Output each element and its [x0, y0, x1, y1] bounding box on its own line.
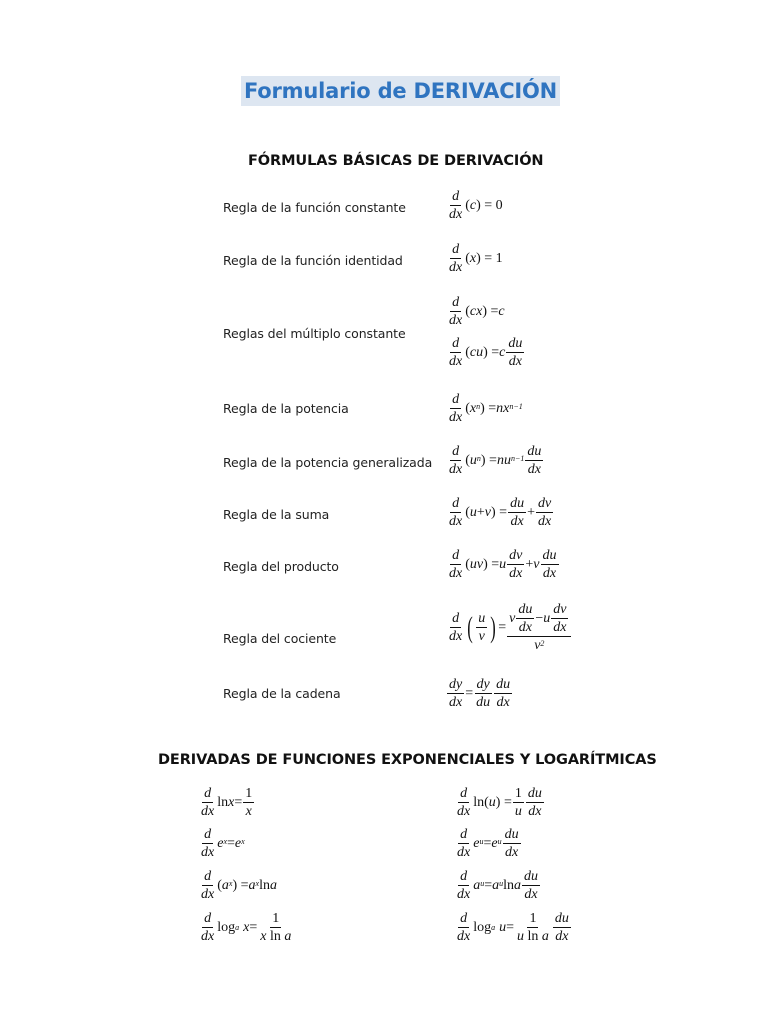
formula-sum: $\frac{d}{dx}$ ( u + v ) = $\frac{du}{dx}$ + $\frac{dv}{dx}$: [449, 496, 552, 529]
formula-product: $\frac{d}{dx}$ ( uv ) = u $\frac{dv}{dx}$ + v $\frac{du}{dx}$: [449, 548, 557, 581]
section-heading-basic: FÓRMULAS BÁSICAS DE DERIVACIÓN: [248, 153, 544, 169]
rule-label-quotient: Regla del cociente: [223, 631, 337, 646]
formula-e-u: $\frac{d}{dx}$ e $^u$ = e $^u$ $\frac{du}{dx}$: [457, 827, 519, 860]
formula-a-u: $\frac{d}{dx}$ a $^u$ = a $^u$ ln a $\frac{du}{dx}$: [457, 869, 539, 902]
rule-label-identity: Regla de la función identidad: [223, 253, 403, 268]
rule-label-power: Regla de la potencia: [223, 401, 349, 416]
rule-label-constant-multiple: Reglas del múltiplo constante: [223, 326, 406, 341]
formula-generalized-power: $\frac{d}{dx}$ ( u $^n$ ) = nu $^{n-1}$ $\frac{du}{dx}$: [449, 444, 542, 477]
formula-chain: $\frac{dy}{dx}$ = $\frac{dy}{du}$ $\frac{du}{dx}$: [449, 677, 511, 710]
rule-label-sum: Regla de la suma: [223, 507, 330, 522]
rule-label-product: Regla del producto: [223, 559, 339, 574]
formula-e-x: $\frac{d}{dx}$ e $^x$ = e $^x$: [201, 827, 245, 860]
formula-ln-x: $\frac{d}{dx}$ ln x = $\frac{1}{x}$: [201, 786, 253, 819]
formula-a-x: $\frac{d}{dx}$ ( a $^x$ ) = a $^x$ ln a: [201, 869, 277, 902]
formula-quotient: $\frac{d}{dx}$ ( $\frac{u}{v}$ ) = v $\frac{du}{dx}$ − u $\frac{dv}{dx}$ $v^2$: [446, 602, 572, 653]
formula-constant: $\frac{d}{dx}$ ( c ) = 0: [449, 189, 503, 222]
section-heading-exp-log: DERIVADAS DE FUNCIONES EXPONENCIALES Y LOGARÍTMICAS: [158, 752, 657, 768]
formula-constant-multiple-2: $\frac{d}{dx}$ ( cu ) = c $\frac{du}{dx}$: [449, 336, 523, 369]
rule-label-constant: Regla de la función constante: [223, 200, 406, 215]
formula-log-a-u: $\frac{d}{dx}$ log a u = $\frac{1}{\text{u ln a}}$ $\frac{du}{dx}$: [457, 911, 569, 944]
formula-log-a-x: $\frac{d}{dx}$ log a x = $\frac{1}{\text{x ln a}}$: [201, 911, 292, 944]
formula-power: $\frac{d}{dx}$ ( x $^n$ ) = nx $^{n-1}$: [449, 392, 523, 425]
formula-identity: $\frac{d}{dx}$ ( x ) = 1: [449, 242, 503, 275]
rule-label-chain: Regla de la cadena: [223, 686, 341, 701]
page-title: Formulario de DERIVACIÓN: [241, 76, 560, 106]
formula-constant-multiple-1: $\frac{d}{dx}$ ( cx ) = c: [449, 295, 505, 328]
formula-ln-u: $\frac{d}{dx}$ ln( u ) = $\frac{1}{u}$ $\frac{du}{dx}$: [457, 786, 542, 819]
rule-label-generalized-power: Regla de la potencia generalizada: [223, 455, 433, 470]
